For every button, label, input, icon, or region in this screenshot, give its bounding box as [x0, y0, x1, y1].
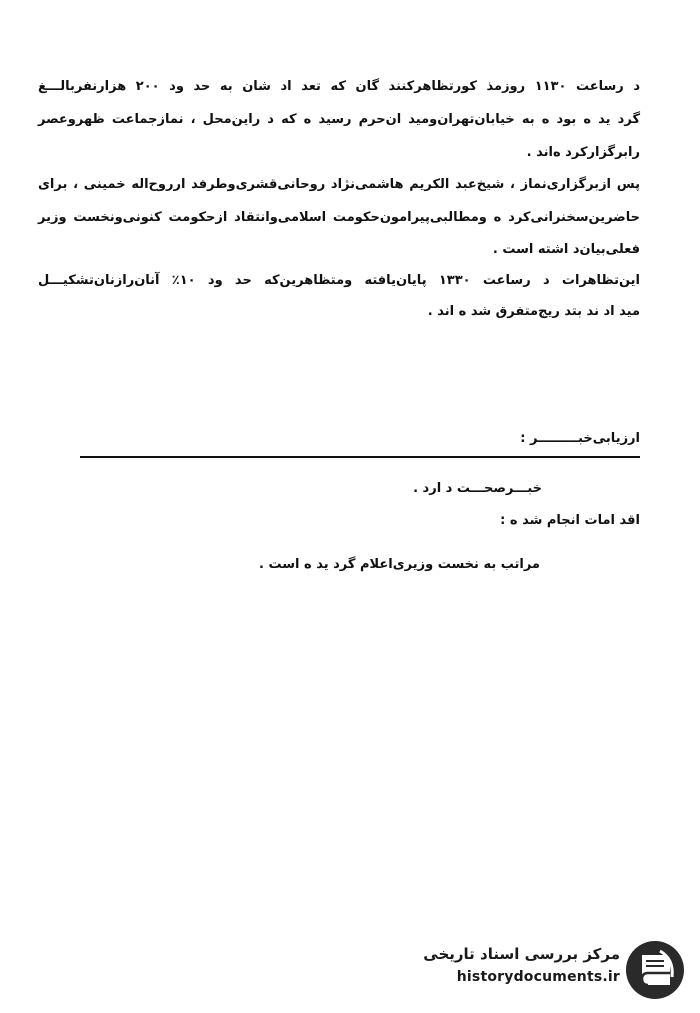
paragraph-2-line-2: حاضرین‌سخنرانی‌کرد ه ومطالبی‌پیرامون‌حکومت اسلامی‌وانتقاد ازحکومت کنونی‌ونخست وزیر	[38, 210, 640, 225]
paragraph-2-line-3: فعلی‌بیان‌د اشته است .	[492, 242, 640, 257]
actions-heading: اقد امات انجام شد ه :	[500, 513, 640, 528]
paragraph-1-line-3: رابرگزارکرد ه‌اند .	[526, 145, 640, 160]
document-scroll-logo-icon	[624, 939, 686, 1001]
paragraph-1-line-1: د رساعت ۱۱۳۰ روزمذ کورتظاهرکنند گان که تعد اد شان به حد ود ۲۰۰ هزارنفربالـــغ	[38, 79, 641, 94]
evaluation-text: خبـــرصحـــت د ارد .	[413, 481, 542, 496]
evaluation-divider	[80, 456, 640, 458]
paragraph-3-line-1: این‌تظاهرات د رساعت ۱۳۳۰ پایان‌یافته ومتظاهرین‌که حد ود ۱۰٪ آنان‌رازنان‌تشکیـــل	[38, 273, 641, 288]
watermark-title: مرکز بررسی اسناد تاریخی	[423, 945, 620, 963]
watermark	[386, 939, 686, 1001]
paragraph-2-line-1: پس ازبرگزاری‌نماز ، شیخ‌عبد الکریم هاشمی‌نژاد روحانی‌قشری‌وطرفد ارروح‌اله خمینی ، برای	[38, 177, 640, 192]
actions-text: مراتب به نخست وزیری‌اعلام گرد ید ه است .	[259, 557, 540, 572]
watermark-url[interactable]: historydocuments.ir	[456, 969, 620, 985]
evaluation-heading: ارزیابی‌خبـــــــــر :	[520, 431, 640, 446]
paragraph-1-line-2: گرد ید ه بود ه به خیابان‌تهران‌ومید ان‌حرم رسید ه که د راین‌محل ، نمازجماعت ظهروعصر	[38, 112, 640, 127]
paragraph-3-line-2: مید اد ند بتد ریج‌متفرق شد ه اند .	[427, 304, 640, 319]
